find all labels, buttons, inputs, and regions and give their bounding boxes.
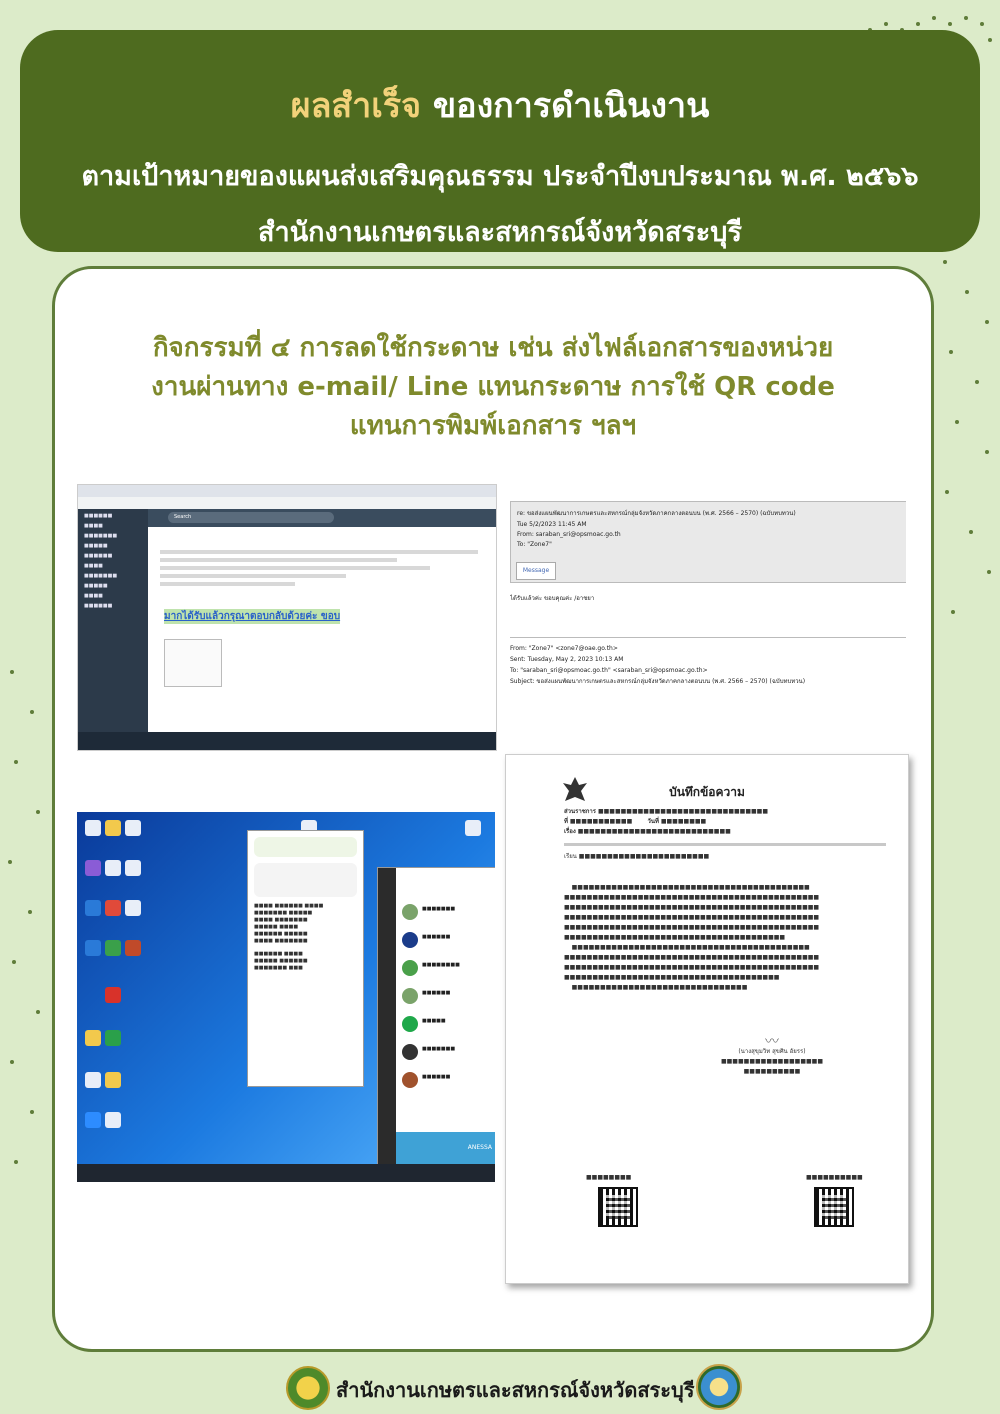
gmail-attachment-thumbnail (164, 639, 222, 687)
footer (0, 1360, 1000, 1414)
ministry-logo-icon (286, 1366, 330, 1410)
desktop-icon (465, 820, 481, 836)
browser-tabs (78, 485, 496, 497)
activity-title-line-3: แทนการพิมพ์เอกสาร ฯลฯ (349, 411, 637, 441)
line-contact-item: ■■■■■■■ (402, 1044, 488, 1066)
email-screenshot (510, 501, 906, 691)
memo-document-screenshot (505, 754, 909, 1284)
desktop-icon (85, 900, 101, 916)
gmail-highlighted-reply: มากได้รับแล้วกรุณาตอบกลับด้วยค่ะ ขอบ (164, 611, 341, 622)
memo-number-label: ที่ (564, 818, 568, 825)
email-body: ได้รับแล้วค่ะ ขอบคุณค่ะ /อาชยา (510, 595, 595, 602)
memo-signature-block: 〰 (นางสุขุมวิท สุขศิน อัยรร) ■■■■■■■■■■■■■■■■■■ ■■■■■■■■■■ (696, 1037, 848, 1077)
desktop-icon (105, 987, 121, 1003)
line-contact-item: ■■■■■■ (402, 988, 488, 1010)
desktop-icon (105, 1030, 121, 1046)
email-header-box (510, 501, 906, 583)
line-contact-item: ■■■■■■ (402, 1072, 488, 1094)
desktop-icon (105, 940, 121, 956)
desktop-icon (125, 900, 141, 916)
email-subject: re: ขอส่งแผนพัฒนาการเกษตรและสหกรณ์กลุ่มจังหวัดภาคกลางตอนบน (พ.ศ. 2566 – 2570) (ฉบับทบทวน) (517, 510, 796, 517)
desktop-icon (85, 1112, 101, 1128)
header-banner (20, 30, 980, 252)
header-title (20, 78, 980, 132)
line-nav-rail (378, 868, 396, 1164)
desktop-icon (85, 940, 101, 956)
email-message-tab: Message (516, 562, 556, 580)
qr-code-icon (814, 1187, 854, 1227)
desktop-icon (105, 820, 121, 836)
desktop-icon (105, 1072, 121, 1088)
content-card (52, 266, 934, 1352)
desktop-icon (85, 1030, 101, 1046)
gmail-screenshot (77, 484, 497, 751)
memo-signer: (นางสุขุมวิท สุขศิน อัยรร) (738, 1048, 806, 1055)
memo-title: บันทึกข้อความ (669, 785, 745, 799)
line-ad-banner: ANESSA (396, 1132, 495, 1164)
qr-code-icon (598, 1187, 638, 1227)
desktop-icon (105, 1112, 121, 1128)
header-organization: สำนักงานเกษตรและสหกรณ์จังหวัดสระบุรี (258, 217, 742, 248)
memo-date-label: วันที่ (647, 818, 659, 825)
email-fwd-sent: Sent: Tuesday, May 2, 2023 10:13 AM (510, 656, 624, 663)
line-contact-item: ■■■■■ (402, 1016, 488, 1038)
email-fwd-to: To: "saraban_sri@opsmoac.go.th" <saraban_sri@opsmoac.go.th> (510, 667, 708, 674)
gmail-message (150, 527, 488, 730)
decorative-dots-right (935, 250, 1000, 650)
gmail-sidebar: ■■■■■■ ■■■■ ■■■■■■■ ■■■■■ ■■■■■■ ■■■■ ■■■■■■■ ■■■■■ ■■■■ ■■■■■■ (78, 509, 148, 732)
line-chat-window: ■■■■ ■■■■■■ ■■■■ ■■■■■■■ ■■■■■ ■■■■ ■■■■■■■ ■■■■■ ■■■■ ■■■■■■ ■■■■■ ■■■■ ■■■■■■■ ■■■■■■ ■■■■ ■■■■■ ■■■■■■ ■■■■■■■ ■■■ (247, 830, 364, 1087)
decorative-dots-left (0, 660, 50, 1180)
email-to: To: "Zone7" (517, 541, 552, 548)
desktop-icon (105, 900, 121, 916)
memo-qr-caption-right: ■■■■■■■■■■ (806, 1174, 863, 1181)
email-from: From: saraban_sri@opsmoac.go.th (517, 531, 621, 538)
header-title-highlight: ผลสำเร็จ (290, 86, 422, 126)
memo-section-label: ส่วนราชการ (564, 808, 597, 815)
windows-taskbar (78, 732, 496, 750)
gmail-subject-placeholder (150, 527, 488, 546)
footer-organization: สำนักงานเกษตรและสหกรณ์จังหวัดสระบุรี (336, 1378, 695, 1402)
email-separator (510, 637, 906, 638)
email-fwd-from: From: "Zone7" <zone7@oae.go.th> (510, 645, 618, 652)
header-title-rest: ของการดำเนินงาน (432, 86, 710, 126)
header-subtitle: ตามเป้าหมายของแผนส่งเสริมคุณธรรม ประจำปีงบประมาณ พ.ศ. ๒๕๖๖ (81, 161, 919, 192)
gmail-search-input: Search (168, 512, 334, 523)
memo-qr-caption-left: ■■■■■■■■ (586, 1174, 632, 1181)
province-seal-icon (696, 1364, 742, 1410)
line-contact-item: ■■■■■■■■ (402, 960, 488, 982)
desktop-icon (125, 940, 141, 956)
activity-title-line-2: งานผ่านทาง e-mail/ Line แทนกระดาษ การใช้ QR code (151, 372, 835, 402)
line-contact-item: ■■■■■■■ (402, 904, 488, 926)
desktop-icon (105, 860, 121, 876)
memo-body: ■■■■■■■■■■■■■■■■■■■■■■■■■■■■■■■■■■■■■■■■■■ ■■■■■■■■■■■■■■■■■■■■■■■■■■■■■■■■■■■■■■■■■■■■■ ■■■■■■■■■■■■■■■■■■■■■■■■■■■■■■■■■■■■■■■■■■■■■ ■■■■■■■■■■■■■■■■■■■■■■■■■■■■■■■■■■■■■■■■■■■■■ ■■■■■■■■■■■■■■■■■■■■■■■■■■■■■■■■■■■■■■■■■■■■■ ■■■■■■■■■■■■■■■■■■■■■■■■■■■■■■■■■■■■■■■ ■■■■■■■■■■■■■■■■■■■■■■■■■■■■■■■■■■■■■■■■■■ ■■■■■■■■■■■■■■■■■■■■■■■■■■■■■■■■■■■■■■■■■■■■■ ■■■■■■■■■■■■■■■■■■■■■■■■■■■■■■■■■■■■■■■■■■■■■ ■■■■■■■■■■■■■■■■■■■■■■■■■■■■■■■■■■■■■■ ■■■■■■■■■■■■■■■■■■■■■■■■■■■■■■■ (564, 884, 820, 991)
activity-title-line-1: กิจกรรมที่ ๔ การลดใช้กระดาษ เช่น ส่งไฟล์เอกสารของหน่วย (152, 333, 834, 363)
browser-address-bar (78, 497, 496, 509)
desktop-icon (85, 1072, 101, 1088)
line-desktop-screenshot (77, 812, 495, 1182)
desktop-icon (125, 820, 141, 836)
email-forwarded-header (510, 643, 805, 687)
desktop-icon (85, 860, 101, 876)
memo-to-label: เรียน (564, 853, 577, 860)
line-contact-item: ■■■■■■ (402, 932, 488, 954)
email-fwd-subject: Subject: ขอส่งแผนพัฒนาการเกษตรและสหกรณ์กลุ่มจังหวัดภาคกลางตอนบน (พ.ศ. 2566 – 2570) (ฉบับทบทวน) (510, 678, 806, 685)
memo-header-fields: ส่วนราชการ ■■■■■■■■■■■■■■■■■■■■■■■■■■■■■■ ที่ ■■■■■■■■■■■ วันที่ ■■■■■■■■ เรื่อง ■■■■■■■■■■■■■■■■■■■■■■■■■■■ เรียน ■■■■■■■■■■■■■■■■■■■■■■■ (564, 807, 886, 862)
memo-subject-label: เรื่อง (564, 828, 576, 835)
email-date: Tue 5/2/2023 11:45 AM (517, 521, 587, 528)
line-contact-list (377, 867, 495, 1165)
desktop-icon (85, 820, 101, 836)
windows-taskbar (77, 1164, 495, 1182)
activity-title (115, 329, 871, 446)
desktop-icon (125, 860, 141, 876)
